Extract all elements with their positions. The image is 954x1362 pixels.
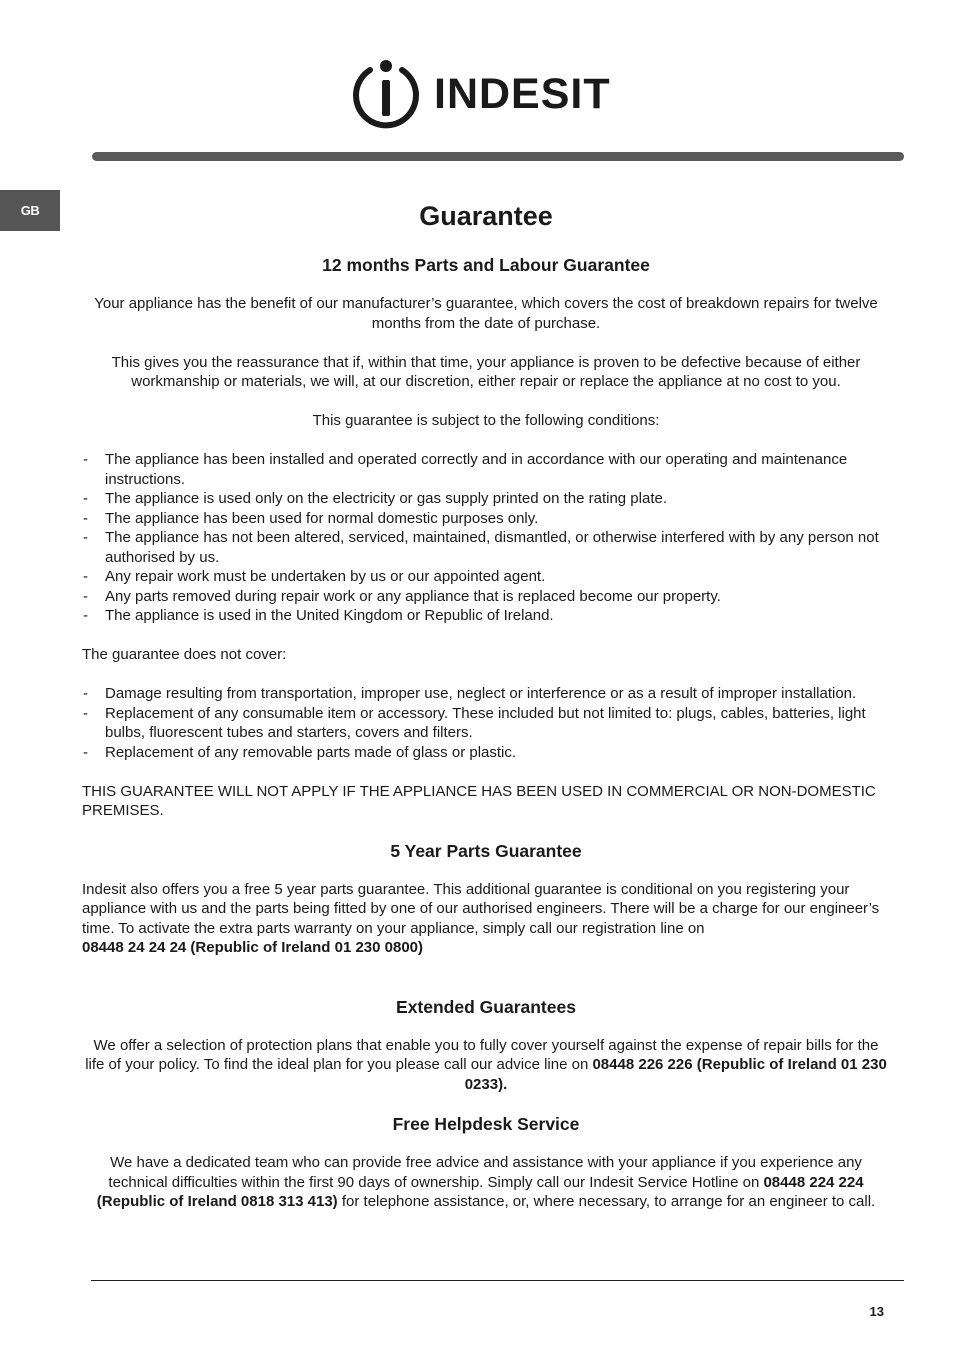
header-divider bbox=[92, 152, 904, 161]
list-item: - Damage resulting from transportation, improper use, neglect or interference or as a result of improper installation. bbox=[82, 684, 890, 704]
list-item: - Any parts removed during repair work or any appliance that is replaced become our property. bbox=[82, 587, 890, 607]
brand-name: INDESIT bbox=[434, 69, 611, 118]
helpdesk-text-before: We have a dedicated team who can provide free advice and assistance with your appliance if you experience any technical difficulties within the first 90 days of ownership. Simply call our Indesit Service Hotline on bbox=[108, 1154, 862, 1191]
service-hotline-phone: 08448 224 224 (Republic of Ireland 0818 313 413) bbox=[96, 1173, 864, 1210]
exclusions-list bbox=[82, 684, 890, 762]
extended-text: We offer a selection of protection plans that enable you to fully cover yourself against the expense of repair bills for the life of your policy. To find the ideal plan for you please call our advice line on bbox=[85, 1036, 879, 1073]
conditions-list bbox=[82, 450, 890, 626]
list-item: - The appliance is used only on the electricity or gas supply printed on the rating plate. bbox=[82, 489, 890, 509]
list-item: - The appliance has been used for normal domestic purposes only. bbox=[82, 509, 890, 529]
section-heading-5-year: 5 Year Parts Guarantee bbox=[390, 840, 582, 861]
registration-phone: 08448 24 24 24 (Republic of Ireland 01 230 0800) bbox=[82, 939, 424, 956]
document-body bbox=[82, 196, 890, 1212]
paragraph-5-year-parts bbox=[82, 880, 890, 958]
paragraph-commercial-notice: THIS GUARANTEE WILL NOT APPLY IF THE APPLIANCE HAS BEEN USED IN COMMERCIAL OR NON-DOMESTIC PREMISES. bbox=[82, 782, 876, 819]
language-tab bbox=[0, 190, 60, 231]
section-heading-helpdesk: Free Helpdesk Service bbox=[392, 1114, 580, 1134]
helpdesk-text-after: for telephone assistance, or, where necessary, to arrange for an engineer to call. bbox=[341, 1193, 876, 1210]
list-item: - Replacement of any consumable item or accessory. These included but not limited to: plugs, cables, batteries, light bulbs, fluorescent tubes and starters, covers and filters. bbox=[82, 704, 890, 743]
indesit-i-logo-icon bbox=[348, 56, 424, 132]
language-tab-label: GB bbox=[20, 203, 40, 218]
section-heading-extended: Extended Guarantees bbox=[396, 996, 576, 1017]
advice-line-phone: 08448 226 226 (Republic of Ireland 01 230 0233). bbox=[464, 1056, 887, 1093]
paragraph-helpdesk bbox=[82, 1153, 890, 1212]
list-item: - Any repair work must be undertaken by us or our appointed agent. bbox=[82, 567, 890, 587]
page-title: Guarantee bbox=[419, 201, 553, 231]
5-year-text: Indesit also offers you a free 5 year parts guarantee. This additional guarantee is conditional on you registering your appliance with us and the parts being fitted by one of our authorised engineers. There will be a charge for our engineer’s time. To activate the extra parts warranty on your appliance, simply call our registration line on bbox=[82, 880, 880, 937]
paragraph-conditions-intro: This guarantee is subject to the following conditions: bbox=[312, 412, 660, 429]
list-item: - Replacement of any removable parts made of glass or plastic. bbox=[82, 743, 890, 763]
paragraph-manufacturer-guarantee: Your appliance has the benefit of our manufacturer’s guarantee, which covers the cost of breakdown repairs for twelve months from the date of purchase. bbox=[94, 295, 878, 332]
paragraph-reassurance: This gives you the reassurance that if, within that time, your appliance is proven to be defective because of either workmanship or materials, we will, at our discretion, either repair or replace the appliance at no cost to you. bbox=[111, 353, 861, 390]
brand-logo bbox=[348, 56, 618, 132]
list-item: - The appliance is used in the United Kingdom or Republic of Ireland. bbox=[82, 606, 890, 626]
list-item: - The appliance has not been altered, serviced, maintained, dismantled, or otherwise interfered with by any person not authorised by us. bbox=[82, 528, 890, 567]
section-heading-parts-labour: 12 months Parts and Labour Guarantee bbox=[322, 255, 650, 275]
page-number: 13 bbox=[869, 1304, 884, 1319]
footer-divider bbox=[91, 1280, 904, 1281]
paragraph-extended-guarantees bbox=[82, 1036, 890, 1095]
list-item: - The appliance has been installed and operated correctly and in accordance with our operating and maintenance instructions. bbox=[82, 450, 890, 489]
paragraph-not-cover-intro: The guarantee does not cover: bbox=[82, 646, 287, 663]
